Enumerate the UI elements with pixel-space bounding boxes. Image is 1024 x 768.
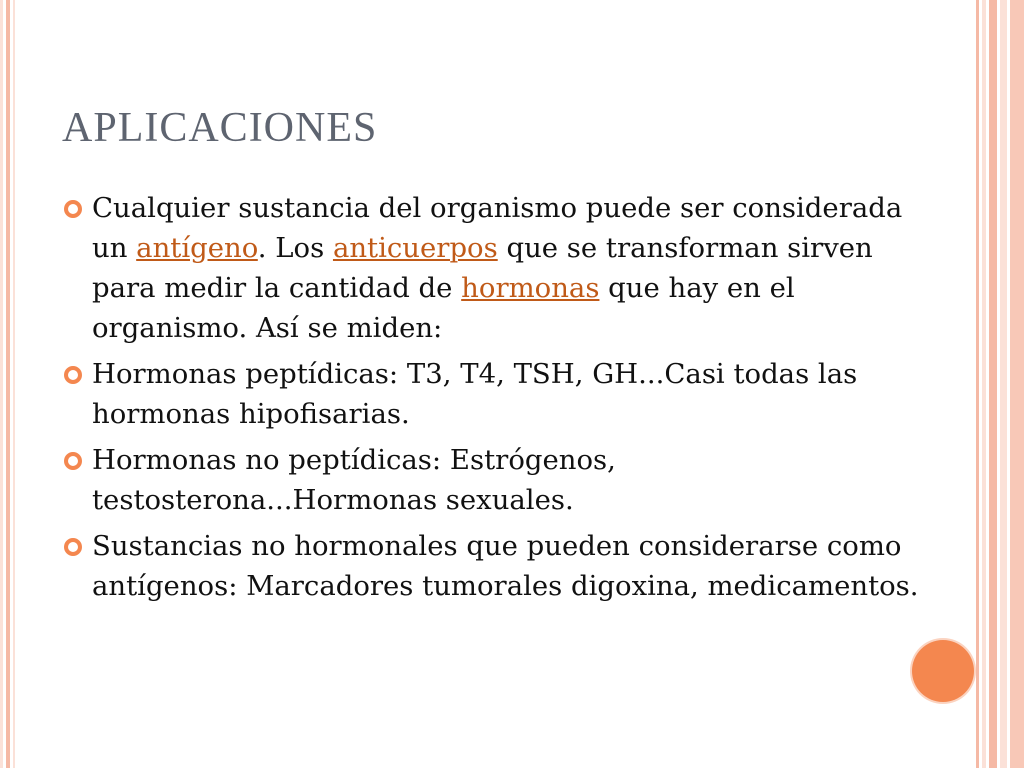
bullet-text: . Los xyxy=(257,232,333,264)
bullet-item xyxy=(60,354,940,434)
bullet-item xyxy=(60,440,940,520)
link-antigeno[interactable]: antígeno xyxy=(136,232,258,264)
slide-title: APLICACIONES xyxy=(62,105,378,151)
bullet-item xyxy=(60,188,940,348)
right-border-stripe xyxy=(1010,0,1024,768)
bullet-text: que se transforman sirven para medir la cantidad de xyxy=(92,232,873,304)
bullet-text: Hormonas peptídicas: T3, T4, TSH, GH...Casi todas las hormonas hipofisarias. xyxy=(92,358,858,430)
bullet-text: Cualquier sustancia del organismo puede ser considerada un xyxy=(92,192,903,264)
left-border-stripe xyxy=(13,0,15,768)
bullet-circle-icon xyxy=(64,452,82,470)
right-border-stripe xyxy=(1000,0,1007,768)
left-border-stripe xyxy=(6,0,10,768)
bullet-text: que hay en el organismo. Así se miden: xyxy=(92,272,795,344)
link-hormonas[interactable]: hormonas xyxy=(461,272,600,304)
right-border-stripe xyxy=(989,0,997,768)
bullet-text: Sustancias no hormonales que pueden considerarse como antígenos: Marcadores tumorales digoxina, medicamentos. xyxy=(92,530,919,602)
decorative-circle-icon xyxy=(912,640,974,702)
bullet-circle-icon xyxy=(64,538,82,556)
bullet-circle-icon xyxy=(64,200,82,218)
bullet-text: Hormonas no peptídicas: Estrógenos, testosterona...Hormonas sexuales. xyxy=(92,444,616,516)
bullet-circle-icon xyxy=(64,366,82,384)
right-border-stripe xyxy=(982,0,986,768)
link-anticuerpos[interactable]: anticuerpos xyxy=(332,232,498,264)
bullet-list xyxy=(60,188,940,612)
left-border-stripe xyxy=(0,0,3,768)
bullet-item xyxy=(60,526,940,606)
right-border-stripe xyxy=(976,0,979,768)
